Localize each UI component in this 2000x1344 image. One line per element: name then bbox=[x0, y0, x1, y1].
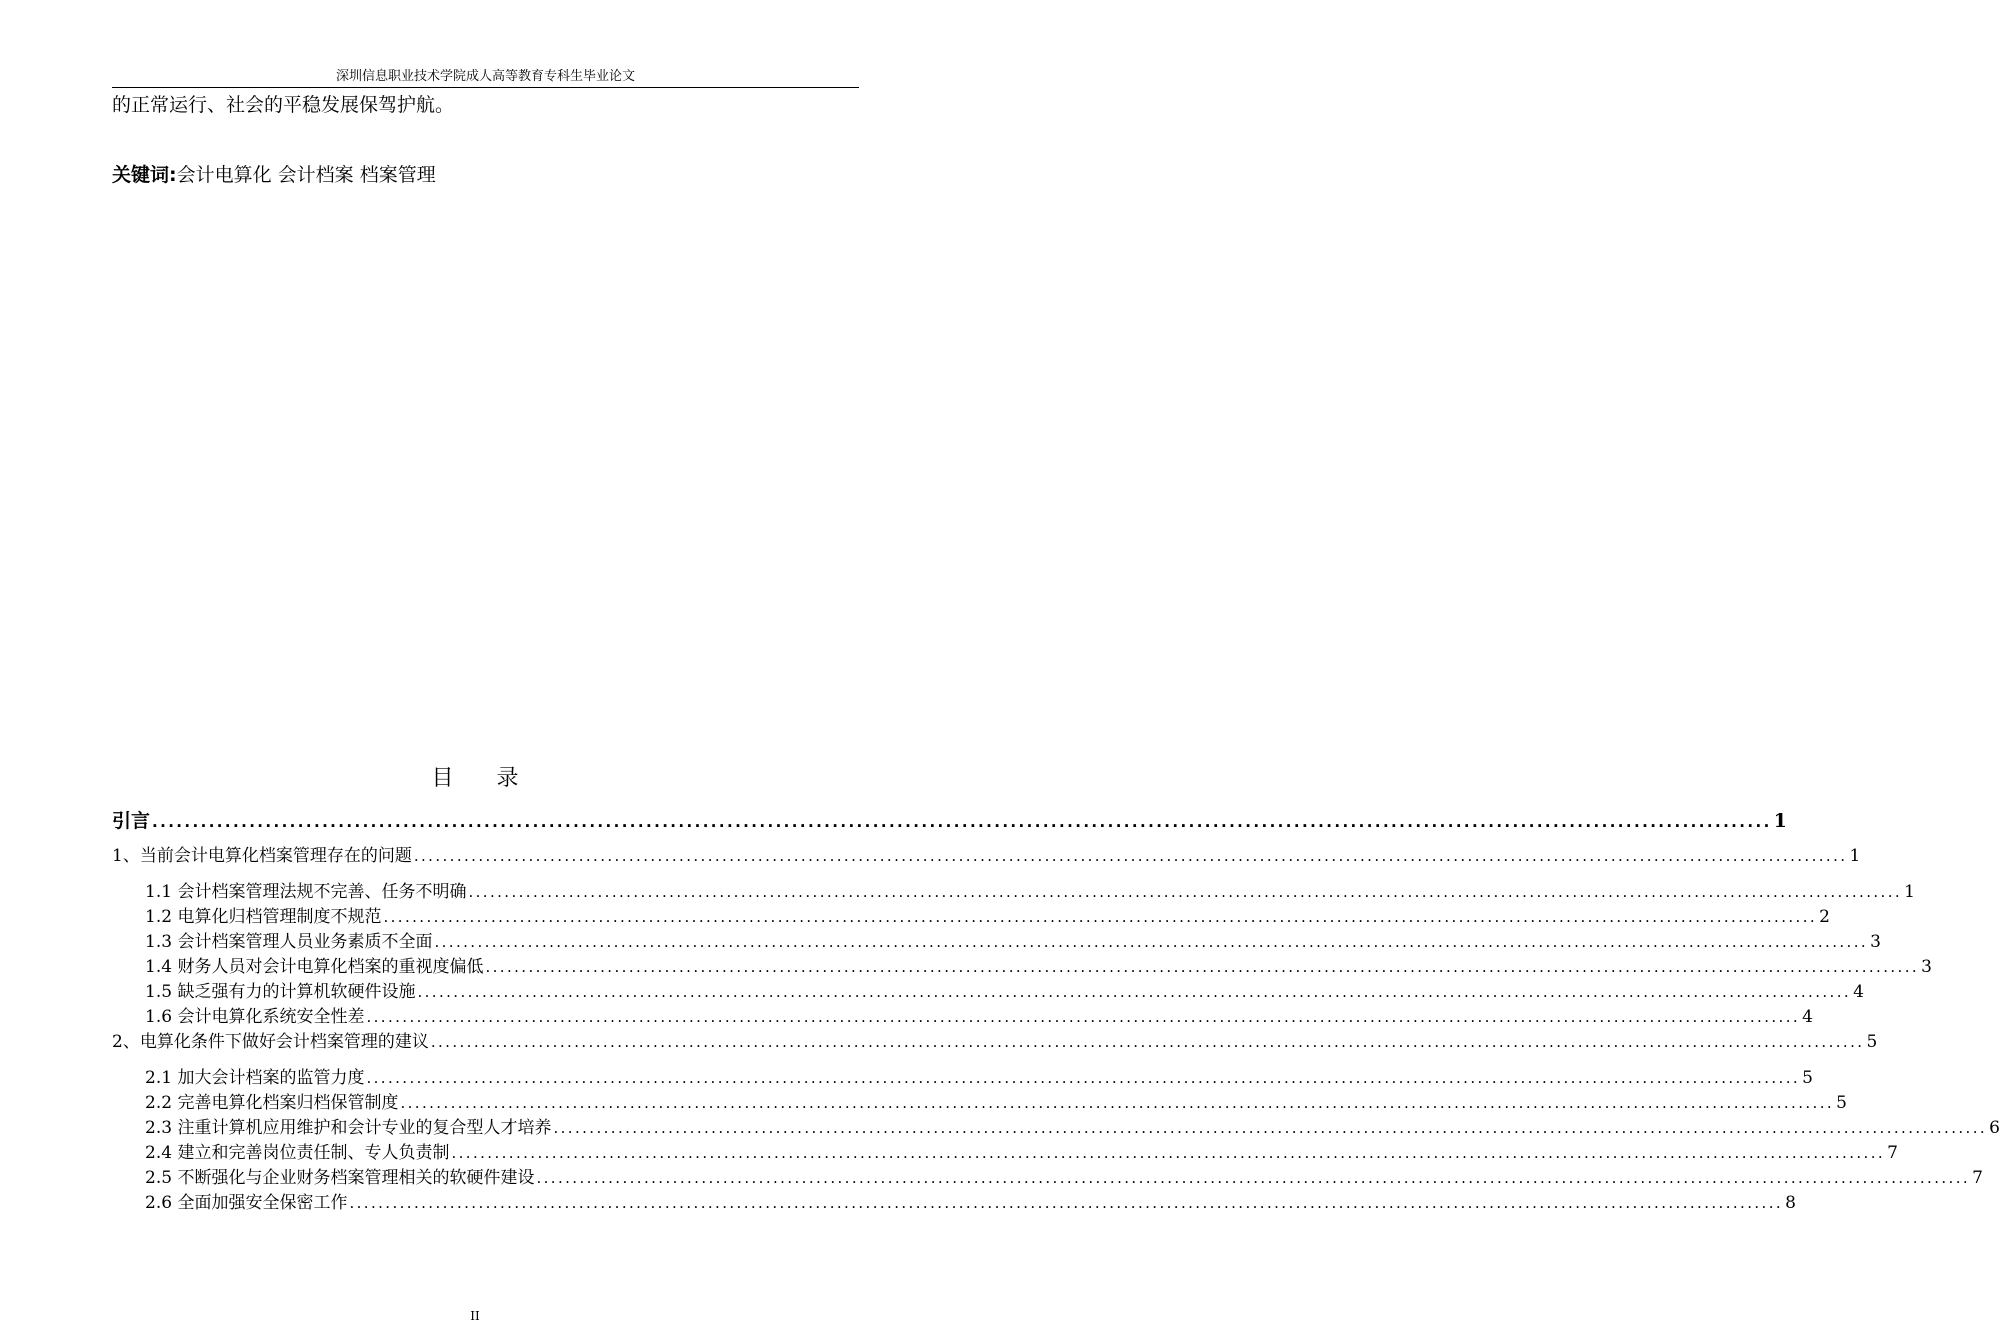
toc-leader-dots: ........................................................................................................................................................................................................ bbox=[152, 813, 1772, 831]
toc-entry-label: 2.5 不断强化与企业财务档案管理相关的软硬件建设 bbox=[145, 1168, 535, 1188]
toc-entry-label: 1.5 缺乏强有力的计算机软硬件设施 bbox=[145, 982, 416, 1002]
toc-leader-dots: ........................................................................................................................................................................................................ bbox=[400, 1094, 1835, 1112]
toc-entry-label: 2.3 注重计算机应用维护和会计专业的复合型人才培养 bbox=[145, 1118, 552, 1138]
toc-entry bbox=[112, 845, 1861, 867]
toc-entry-label: 1.3 会计档案管理人员业务素质不全面 bbox=[145, 932, 433, 952]
keywords-label: 关键词: bbox=[112, 164, 177, 186]
toc-leader-dots: ........................................................................................................................................................................................................ bbox=[430, 1033, 1865, 1051]
toc-entry-label: 1.6 会计电算化系统安全性差 bbox=[145, 1007, 365, 1027]
toc-entry-page: 1 bbox=[1773, 810, 1787, 832]
toc-entry-label: 1.1 会计档案管理法规不完善、任务不明确 bbox=[145, 882, 467, 902]
toc-entry-page: 3 bbox=[1870, 932, 1881, 952]
toc-entry-label: 1、当前会计电算化档案管理存在的问题 bbox=[112, 846, 412, 866]
abstract-continuation: 的正常运行、社会的平稳发展保驾护航。 bbox=[112, 94, 455, 116]
toc-entry bbox=[145, 1092, 1847, 1114]
toc-entry-page: 5 bbox=[1866, 1032, 1878, 1052]
toc-entry bbox=[112, 1031, 1878, 1053]
toc-entry bbox=[112, 810, 1787, 833]
toc-entry-page: 4 bbox=[1802, 1007, 1813, 1027]
toc-leader-dots: ........................................................................................................................................................................................................ bbox=[468, 883, 1903, 901]
toc-entry bbox=[145, 931, 1881, 953]
toc-entry bbox=[145, 1192, 1796, 1214]
toc-entry bbox=[145, 1067, 1813, 1089]
toc-entry bbox=[145, 1142, 1898, 1164]
toc-entry-label: 引言 bbox=[112, 810, 151, 832]
toc-entry-label: 1.4 财务人员对会计电算化档案的重视度偏低 bbox=[145, 957, 484, 977]
toc-entry-page: 3 bbox=[1921, 957, 1932, 977]
toc-entry-page: 8 bbox=[1785, 1193, 1796, 1213]
toc-entry-page: 6 bbox=[1989, 1118, 2000, 1138]
toc-title: 目 录 bbox=[431, 766, 537, 791]
toc-entry-label: 2.6 全面加强安全保密工作 bbox=[145, 1193, 348, 1213]
toc-entry bbox=[145, 906, 1830, 928]
toc-leader-dots: ........................................................................................................................................................................................................ bbox=[485, 958, 1920, 976]
toc-entry-page: 7 bbox=[1972, 1168, 1983, 1188]
page-number: II bbox=[470, 1309, 480, 1323]
header-divider bbox=[112, 87, 859, 88]
toc-entry-page: 2 bbox=[1819, 907, 1830, 927]
toc-entry-page: 5 bbox=[1836, 1093, 1847, 1113]
toc-entry bbox=[145, 956, 1932, 978]
toc-entry-page: 5 bbox=[1802, 1068, 1813, 1088]
toc-entry-page: 1 bbox=[1849, 846, 1861, 866]
toc-leader-dots: ........................................................................................................................................................................................................ bbox=[349, 1194, 1784, 1212]
toc-leader-dots: ........................................................................................................................................................................................................ bbox=[383, 908, 1818, 926]
toc-entry bbox=[145, 881, 1915, 903]
page-header-title: 深圳信息职业技术学院成人高等教育专科生毕业论文 bbox=[335, 69, 635, 84]
toc-entry-label: 2.2 完善电算化档案归档保管制度 bbox=[145, 1093, 399, 1113]
toc-entry-label: 2、电算化条件下做好会计档案管理的建议 bbox=[112, 1032, 429, 1052]
toc-entry-label: 1.2 电算化归档管理制度不规范 bbox=[145, 907, 382, 927]
toc-entry-label: 2.1 加大会计档案的监管力度 bbox=[145, 1068, 365, 1088]
toc-entry bbox=[145, 1117, 2000, 1139]
toc-leader-dots: ........................................................................................................................................................................................................ bbox=[417, 983, 1852, 1001]
toc-entry bbox=[145, 1167, 1983, 1189]
keywords-line bbox=[112, 162, 436, 188]
toc-entry-page: 7 bbox=[1887, 1143, 1898, 1163]
toc-leader-dots: ........................................................................................................................................................................................................ bbox=[536, 1169, 1971, 1187]
toc-leader-dots: ........................................................................................................................................................................................................ bbox=[413, 847, 1848, 865]
toc-leader-dots: ........................................................................................................................................................................................................ bbox=[366, 1069, 1801, 1087]
toc-leader-dots: ........................................................................................................................................................................................................ bbox=[553, 1119, 1988, 1137]
toc-leader-dots: ........................................................................................................................................................................................................ bbox=[434, 933, 1869, 951]
toc-entry bbox=[145, 981, 1864, 1003]
toc-leader-dots: ........................................................................................................................................................................................................ bbox=[451, 1144, 1886, 1162]
toc-entry-label: 2.4 建立和完善岗位责任制、专人负责制 bbox=[145, 1143, 450, 1163]
toc-entry bbox=[145, 1006, 1813, 1028]
toc-entry-page: 1 bbox=[1904, 882, 1915, 902]
toc-leader-dots: ........................................................................................................................................................................................................ bbox=[366, 1008, 1801, 1026]
toc-entry-page: 4 bbox=[1853, 982, 1864, 1002]
keywords-text: 会计电算化 会计档案 档案管理 bbox=[176, 164, 436, 186]
